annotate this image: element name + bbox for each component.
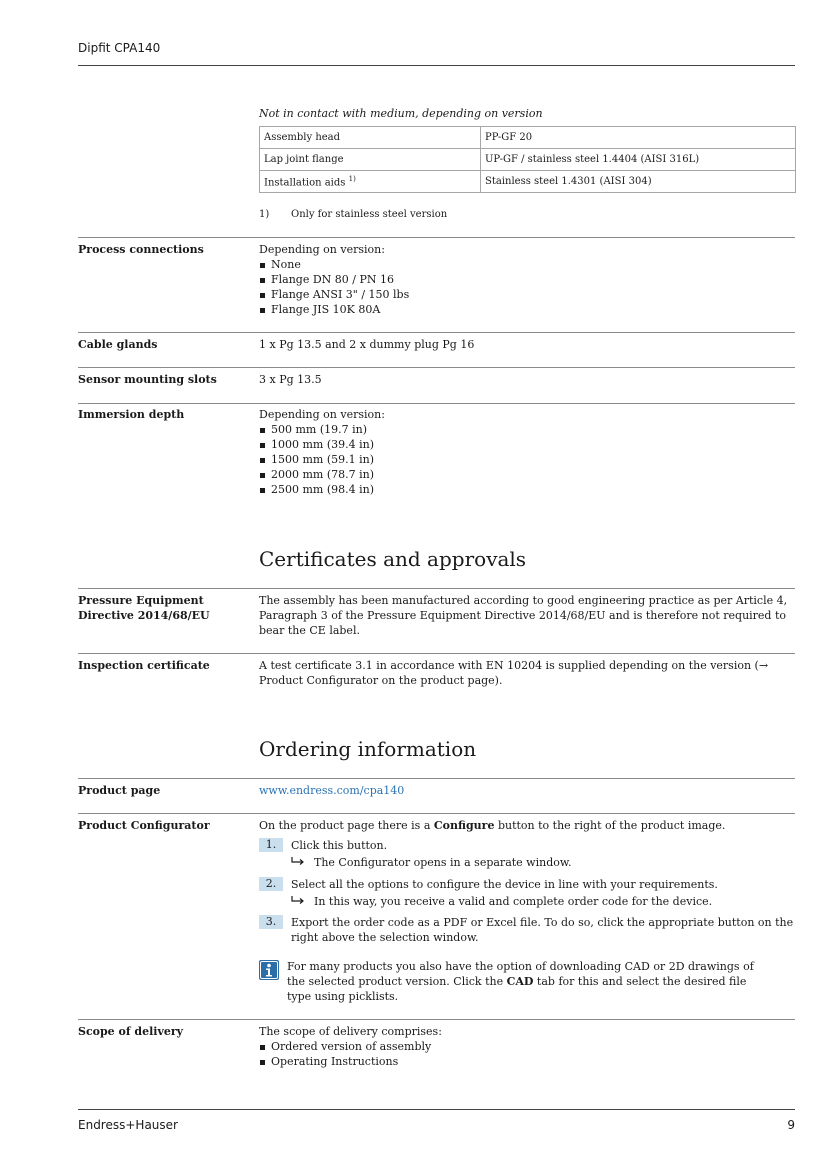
table-cell: UP-GF / stainless steel 1.4404 (AISI 316L) — [481, 149, 796, 171]
product-page-label: Product page — [78, 784, 161, 797]
ped-label-line: Directive 2014/68/EU — [78, 609, 210, 622]
list-item: Flange JIS 10K 80A — [259, 302, 795, 317]
list-item: 500 mm (19.7 in) — [259, 422, 795, 437]
step-1 — [259, 838, 795, 872]
info-note — [287, 959, 773, 1004]
header-rule — [78, 65, 795, 66]
immersion-depth-label: Immersion depth — [78, 408, 185, 421]
step-3 — [259, 915, 795, 947]
footnote-ref: 1) — [348, 175, 356, 184]
list-item: Ordered version of assembly — [259, 1039, 795, 1054]
scope-value — [259, 1024, 795, 1069]
product-page-link[interactable]: www.endress.com/cpa140 — [259, 784, 405, 797]
step-text: Select all the options to configure the device in line with your requirements. — [291, 878, 718, 891]
note-text: For many products you also have the option of downloading CAD or 2D drawings of the selected product version. Click the — [287, 960, 754, 988]
intro-text: button to the right of the product image. — [494, 819, 726, 832]
footer-company: Endress+Hauser — [78, 1118, 178, 1132]
list-item: 2500 mm (98.4 in) — [259, 482, 795, 497]
table-row — [260, 127, 796, 149]
ped-label — [78, 593, 248, 623]
section-divider — [78, 1019, 795, 1020]
configure-keyword: Configure — [433, 819, 495, 832]
row-label: Installation aids — [264, 177, 346, 189]
section-divider — [78, 332, 795, 333]
intro-text: The scope of delivery comprises: — [259, 1025, 442, 1038]
list-item: 1000 mm (39.4 in) — [259, 437, 795, 452]
section-divider — [78, 237, 795, 238]
cad-keyword: CAD — [506, 975, 534, 988]
table-cell — [260, 171, 481, 193]
intro-text: On the product page there is a — [259, 819, 434, 832]
product-configurator-label: Product Configurator — [78, 819, 210, 832]
info-icon — [259, 960, 279, 980]
header-title: Dipfit CPA140 — [78, 41, 161, 55]
section-divider — [78, 588, 795, 589]
sensor-slots-label: Sensor mounting slots — [78, 373, 217, 386]
table-row — [260, 171, 796, 193]
list-item: 1500 mm (59.1 in) — [259, 452, 795, 467]
scope-label: Scope of delivery — [78, 1025, 184, 1038]
materials-caption: Not in contact with medium, depending on version — [259, 107, 543, 120]
intro-text: Depending on version: — [259, 408, 385, 421]
inspection-certificate-text: A test certificate 3.1 in accordance with EN 10204 is supplied depending on the version (→ Product Configurator on the product page). — [259, 659, 769, 687]
table-row — [260, 149, 796, 171]
section-heading: Ordering information — [259, 737, 477, 761]
list-item: Flange DN 80 / PN 16 — [259, 272, 795, 287]
section-divider — [78, 653, 795, 654]
list-item: Flange ANSI 3" / 150 lbs — [259, 287, 795, 302]
step-number: 3. — [259, 915, 283, 929]
materials-table — [259, 126, 796, 193]
step-number: 2. — [259, 877, 283, 891]
section-divider — [78, 813, 795, 814]
page-number: 9 — [787, 1118, 795, 1132]
list-item: 2000 mm (78.7 in) — [259, 467, 795, 482]
ped-label-line: Pressure Equipment — [78, 594, 204, 607]
sensor-slots-value: 3 x Pg 13.5 — [259, 373, 322, 386]
process-connections-label: Process connections — [78, 243, 204, 256]
cable-glands-label: Cable glands — [78, 338, 158, 351]
note-text: tab for this and select the desired file type using picklists. — [287, 975, 747, 1003]
footnote-number: 1) — [259, 209, 270, 220]
step-2 — [259, 877, 795, 911]
result-arrow-icon — [291, 855, 309, 870]
table-cell: Stainless steel 1.4301 (AISI 304) — [481, 171, 796, 193]
result-arrow-icon — [291, 894, 309, 909]
table-cell: Lap joint flange — [260, 149, 481, 171]
section-divider — [78, 778, 795, 779]
step-text: Export the order code as a PDF or Excel file. To do so, click the appropriate button on the right above the selection window. — [291, 916, 794, 944]
footnote-text: Only for stainless steel version — [291, 209, 448, 220]
ped-text: The assembly has been manufactured according to good engineering practice as per Article 4, Paragraph 3 of the Pressure Equipment Directive 2014/68/EU and is therefore not required to bear the CE label. — [259, 594, 788, 637]
step-result: The Configurator opens in a separate window. — [314, 856, 572, 869]
section-divider — [78, 403, 795, 404]
intro-text: Depending on version: — [259, 243, 385, 256]
section-divider — [78, 367, 795, 368]
step-text: Click this button. — [291, 839, 388, 852]
process-connections-value — [259, 242, 795, 317]
list-item: Operating Instructions — [259, 1054, 795, 1069]
list-item: None — [259, 257, 795, 272]
section-heading: Certificates and approvals — [259, 547, 527, 571]
immersion-depth-value — [259, 407, 795, 497]
cable-glands-value: 1 x Pg 13.5 and 2 x dummy plug Pg 16 — [259, 338, 475, 351]
step-number: 1. — [259, 838, 283, 852]
table-cell: PP-GF 20 — [481, 127, 796, 149]
inspection-certificate-label: Inspection certificate — [78, 659, 210, 672]
table-cell: Assembly head — [260, 127, 481, 149]
configurator-intro — [259, 818, 795, 833]
step-result: In this way, you receive a valid and complete order code for the device. — [314, 895, 713, 908]
footer-rule — [78, 1109, 795, 1110]
